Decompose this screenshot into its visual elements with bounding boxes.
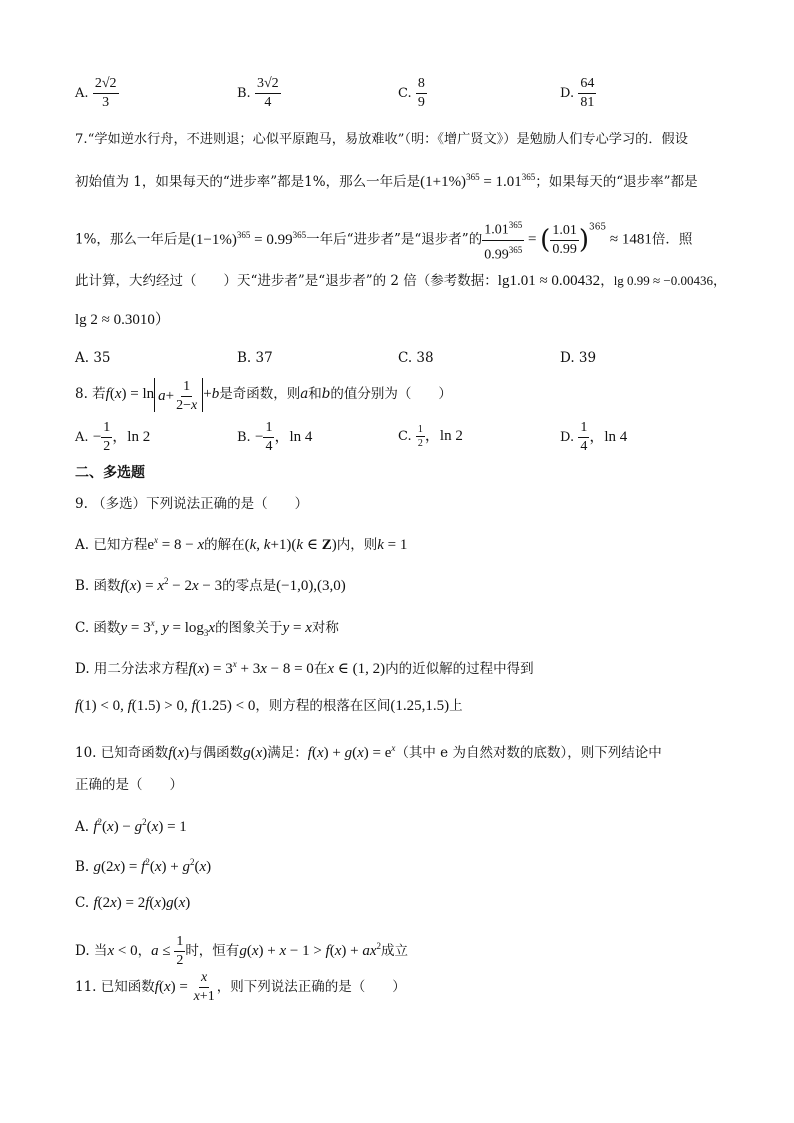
q8-stem <box>75 376 452 412</box>
math-expression: $g(2x) = f^2(x) + g^2(x)$ <box>93 857 212 875</box>
fraction-denominator: 9 <box>417 95 425 110</box>
math-expression: +b <box>203 386 220 402</box>
text: 和 <box>308 386 322 402</box>
text: ， <box>137 943 152 959</box>
section-heading: 二、多选题 <box>75 465 145 481</box>
fraction-denominator: 2 <box>417 438 423 449</box>
math-op: + <box>165 387 175 404</box>
math-expression: $f(x) = 3^x + 3x - 8 = 0$ <box>188 659 314 677</box>
option-tail: ，ln 4 <box>274 429 313 445</box>
q7-line-5: lg 2 ≈ 0.3010） <box>75 312 170 328</box>
fraction-numerator: 1.01 <box>550 223 579 241</box>
fraction-denominator: 3 <box>102 95 110 110</box>
text: 的值分别为（ ） <box>330 386 452 402</box>
fraction <box>101 420 112 455</box>
text: 10. 已知奇函数 <box>75 745 169 761</box>
text: 是奇函数，则 <box>219 386 301 402</box>
text: 倍．照 <box>651 231 693 248</box>
fraction <box>192 970 217 1005</box>
fraction-numerator: 1 <box>417 424 423 435</box>
text: C. 函数 <box>75 620 121 636</box>
paren-open: ( <box>540 225 551 256</box>
q10-option-d <box>75 928 408 969</box>
math-expression: (1.25,1.5) <box>390 698 450 714</box>
q9-stem: 9. （多选）下列说法正确的是（ ） <box>75 496 309 512</box>
option-label: C. <box>398 429 412 444</box>
q7-line-3: 1%，那么一年后是$(1-1\%)^{365} = 0.99^{365}$一年后“进步者”是“退步者”的 $\frac{1.01^{365}}{0.99^{365}}$ = ( $\frac{1.01}{0.99}$ )$^{365}$ ≈ 1481倍．照 <box>75 217 692 263</box>
fraction <box>482 217 524 263</box>
fraction <box>416 76 427 111</box>
abs-value <box>154 378 203 412</box>
text: 内的近似解的过程中得到 <box>385 661 534 677</box>
text: 的解在 <box>204 537 245 553</box>
text: 的图象关于 <box>215 620 283 636</box>
math-expression: = <box>524 231 541 248</box>
text: 成立 <box>381 943 409 959</box>
q9-option-a <box>75 531 407 554</box>
fraction-denominator: x+1 <box>193 989 215 1004</box>
math-expression: $g(x) + x - 1 > f(x) + ax^2$ <box>239 941 382 959</box>
math-expression: $f^2(x) - g^2(x) = 1$ <box>93 817 187 835</box>
fraction-numerator: 1.01$^{365}$ <box>482 217 524 241</box>
fraction-numerator: 64 <box>578 76 596 94</box>
math-expression: ≈ 1481 <box>606 231 652 248</box>
q6-option-c <box>398 76 427 111</box>
q7-line-2 <box>75 168 698 191</box>
math-expression: g(x) <box>243 745 268 761</box>
text: A. 已知方程 <box>75 537 148 553</box>
fraction <box>550 223 579 258</box>
q10-option-c: C. f(2x) = 2f(x)g(x) <box>75 895 191 911</box>
q7-option-a: A. 35 <box>75 350 111 366</box>
q6-option-a <box>75 76 119 111</box>
math-expression: $f(x) + g(x) = e^x$ <box>307 743 396 761</box>
math-expression: lg1.01 ≈ 0.00432 <box>497 273 601 289</box>
math-expression: $(1-1\%)^{365} = 0.99^{365}$ <box>190 229 307 248</box>
text: 在 <box>313 661 328 677</box>
math-expression: k = 1 <box>377 537 408 553</box>
math-var: b <box>321 386 331 402</box>
text: 1%，那么一年后是 <box>75 231 191 248</box>
q10-option-b: B. $g(2x) = f^2(x) + g^2(x)$ <box>75 857 212 875</box>
q9-option-d-cont <box>75 697 463 715</box>
text: 对称 <box>311 620 339 636</box>
math-expression: f(x) = ln <box>105 386 155 402</box>
q8-option-a <box>75 420 150 455</box>
math-expression: $(1+1\%)^{365} = 1.01^{365}$ <box>420 172 536 190</box>
math-expression: $y = 3^x$, $y = \log_3x$ <box>120 618 216 638</box>
option-label: D. <box>560 430 575 445</box>
math-expression: (−1,0),(3,0) <box>276 578 346 594</box>
fraction <box>255 76 281 111</box>
math-var: a <box>300 386 309 402</box>
q10-option-a: A. $f^2(x) - g^2(x) = 1$ <box>75 817 187 835</box>
q7-line-4: 此计算，大约经过（ ）天“进步者”是“退步者”的 2 倍（参考数据：lg1.01 ≈ 0.00432，lg 0.99 ≈ −0.00436， <box>75 273 727 289</box>
option-label: B. <box>237 430 251 445</box>
fraction <box>578 420 589 455</box>
q9-option-b <box>75 572 346 595</box>
math-expression: f(x) <box>168 745 190 761</box>
fraction-denominator: 2 <box>176 953 184 968</box>
fraction-numerator: 1 <box>101 420 112 438</box>
fraction-denominator: 4 <box>580 439 588 454</box>
math-expression: lg 0.99 ≈ −0.00436 <box>613 273 714 288</box>
option-tail: ，ln 4 <box>589 429 628 445</box>
text: 上 <box>449 698 463 714</box>
math-expression: f(x) = <box>154 979 192 995</box>
minus-sign: − <box>92 429 102 445</box>
option-label: A. <box>75 86 89 101</box>
math-expression: x < 0 <box>107 943 138 959</box>
math-expression: $e^x = 8 - x$ <box>147 535 205 553</box>
fraction-denominator: 4 <box>265 439 273 454</box>
text: （其中 e 为自然对数的底数），则下列结论中 <box>395 745 662 761</box>
option-label: A. <box>75 430 89 445</box>
text: 时，恒有 <box>185 943 240 959</box>
text: 此计算，大约经过（ ）天“进步者”是“退步者”的 2 倍（参考数据： <box>75 273 498 289</box>
math-expression: f(1) < 0, f(1.5) > 0, f(1.25) < 0 <box>75 698 256 714</box>
text: 11. 已知函数 <box>75 979 155 995</box>
fraction-denominator: 0.99$^{365}$ <box>484 244 523 263</box>
text: 8. 若 <box>75 386 106 402</box>
fraction-denominator: 4 <box>264 95 272 110</box>
q7-option-b: B. 37 <box>237 350 273 366</box>
fraction <box>93 76 119 111</box>
q8-option-b <box>237 420 312 455</box>
math-expression: a ≤ <box>151 943 175 959</box>
math-expression: f(2x) = 2f(x)g(x) <box>93 895 191 911</box>
math-var: a <box>158 387 166 404</box>
fraction-denominator: 2 <box>103 439 111 454</box>
text: 内，则 <box>336 537 378 553</box>
text: ；如果每天的“退步率”都是 <box>535 174 698 190</box>
option-label: D. <box>560 86 575 101</box>
fraction-denominator: 2−x <box>176 397 198 413</box>
option-label: B. <box>237 86 251 101</box>
fraction-numerator: 1 <box>578 420 589 438</box>
option-label: C. <box>398 86 412 101</box>
math-expression: (k, k+1)(k ∈ Z) <box>244 537 337 553</box>
fraction-numerator: 1 <box>174 934 185 952</box>
fraction-numerator: 1 <box>263 420 274 438</box>
text: 满足： <box>267 745 308 761</box>
q7-line-1: 7.“学如逆水行舟，不进则退；心似平原跑马，易放难收”（明：《增广贤文》）是勉励人们专心学习的．假设 <box>75 132 688 147</box>
math-expression: $f(x) = x^2 - 2x - 3$ <box>120 576 223 594</box>
q9-option-d <box>75 655 534 678</box>
q10-stem-line-2: 正确的是（ ） <box>75 777 183 793</box>
minus-sign: − <box>254 429 264 445</box>
paren-close: ) <box>578 225 589 256</box>
q6-option-b <box>237 76 281 111</box>
text: 的零点是 <box>222 578 277 594</box>
text: D. 用二分法求方程 <box>75 661 189 677</box>
math-expression: x ∈ (1, 2) <box>327 661 386 677</box>
q6-option-d <box>560 76 596 111</box>
q11-stem <box>75 969 406 1005</box>
q7-option-c: C. 38 <box>398 350 434 366</box>
fraction-numerator: 1 <box>181 379 192 397</box>
q7-option-d: D. 39 <box>560 350 597 366</box>
text: D. 当 <box>75 943 108 959</box>
text: 初始值为 1，如果每天的“进步率”都是1%，那么一年后是 <box>75 174 421 190</box>
fraction-numerator: 3√2 <box>255 76 281 94</box>
text: ，则方程的根落在区间 <box>255 698 391 714</box>
fraction-numerator: x <box>199 970 209 988</box>
fraction-numerator: 8 <box>416 76 427 94</box>
math-expression: y = x <box>282 620 312 636</box>
text: 一年后“进步者”是“退步者”的 <box>306 231 483 248</box>
option-tail: ，ln 2 <box>112 429 151 445</box>
text: 与偶函数 <box>189 745 244 761</box>
fraction <box>416 424 425 449</box>
q10-stem <box>75 739 662 762</box>
q8-option-d <box>560 420 627 455</box>
fraction-denominator: 0.99 <box>552 241 577 257</box>
option-tail: ，ln 2 <box>424 428 463 444</box>
fraction <box>578 76 596 111</box>
q8-option-c <box>398 424 463 449</box>
q9-option-c <box>75 614 339 642</box>
fraction-denominator: 81 <box>580 95 595 110</box>
fraction <box>174 934 185 969</box>
fraction-numerator: 2√2 <box>93 76 119 94</box>
text: B. 函数 <box>75 578 121 594</box>
fraction <box>263 420 274 455</box>
fraction <box>174 379 199 414</box>
text: ，则下列说法正确的是（ ） <box>216 979 406 995</box>
